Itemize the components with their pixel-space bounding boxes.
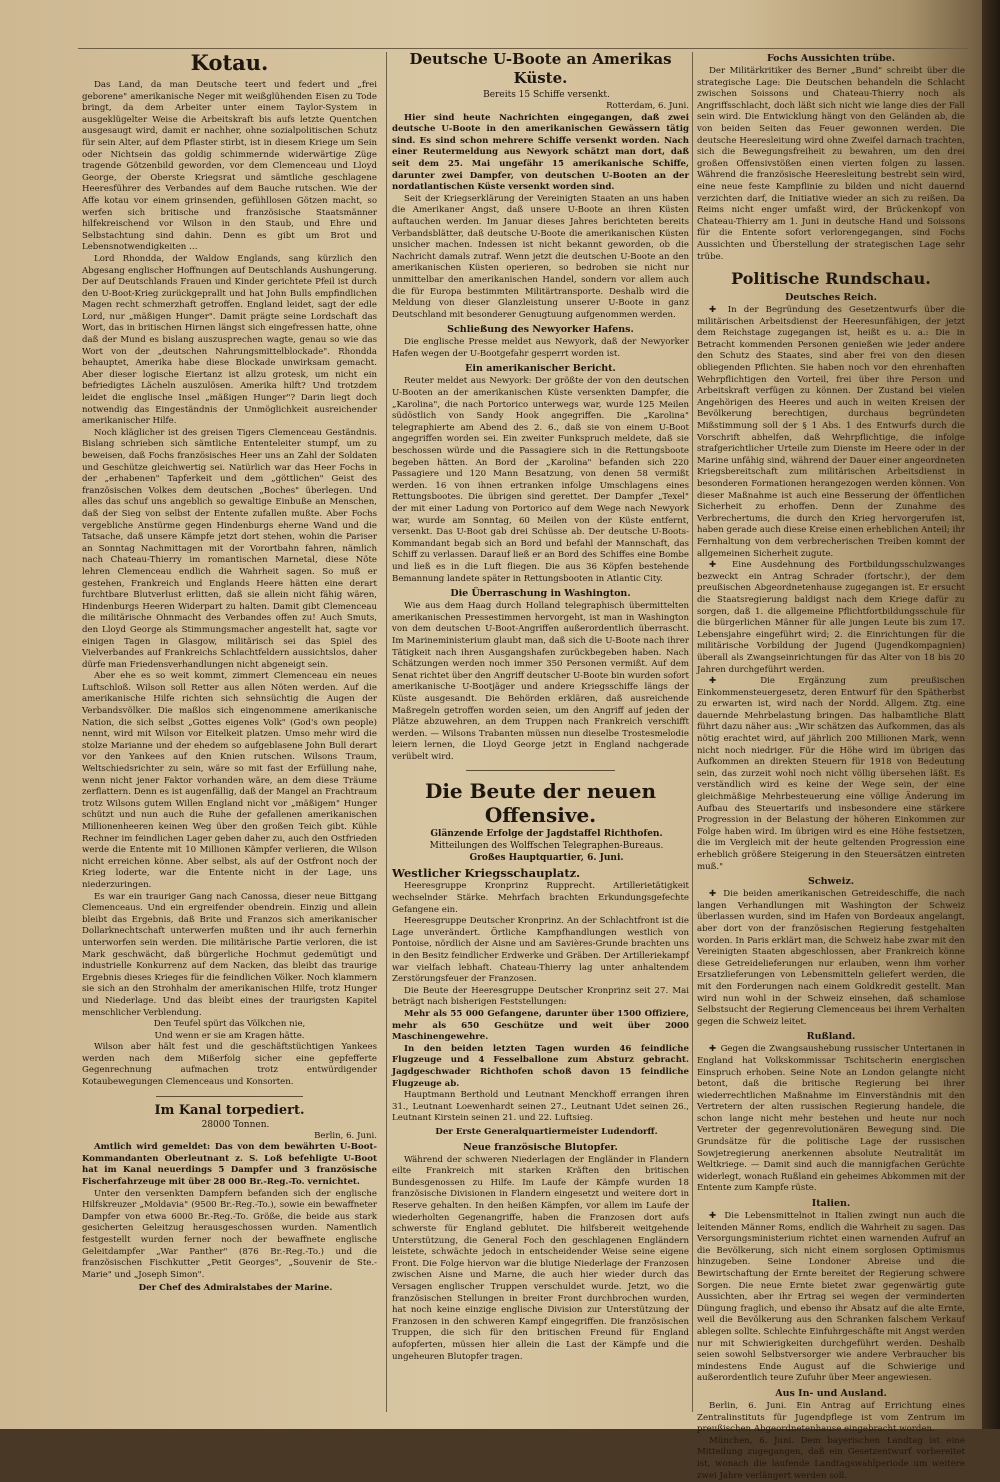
dateline: Großes Hauptquartier, 6. Juni.: [469, 853, 624, 864]
paragraph: Unter den versenkten Dampfern befanden sich der englische Hilfskreuzer „Moldavia" (9500 Br.-Reg.-To.), sowie ein bewaffneter Dampfer von etwa 6000 Br.-Reg.-To. Größe, die beide aus stark gesicherten Geleitzug herausgeschossen wurden. Namentlich festgestellt wurden ferner noch der bewaffnete englische Geleitdampfer „War Panther" (876 Br.-Reg.-To.) und die französischen Fischkutter „Petit Georges", „Souvenir de Ste.-Marie" und „Joseph Simon".: [82, 1188, 377, 1280]
section-heading: Fochs Aussichten trübe.: [766, 53, 896, 64]
paragraph: Noch kläglicher ist des greisen Tigers Clemenceau Geständnis. Bislang schrieben sich sämtliche Ententeleiter stumpf, um zu beweisen, daß Fochs französisches Heer uns an Zahl der Soldaten und Geschütze gleichwertig sei. Natürlich war das Heer Fochs in der „erhabenen" Tapferkeit und dem „göttlichen" Geist des französischen Volkes dem deutschen „Boches" überlegen. Und alles das schuf uns angeblich so gewaltige Einbuße an Menschen, daß der Sieg von selbst der Entente zufallen mußte. Aber Fochs vergebliche Anstürme gegen Hindenburgs eherne Wand und die Tatsache, daß unsere Kämpfe jetzt dort stehen, wohin die Pariser an Sonntag Nachmittagen mit der Vorortbahn fahren, nämlich nach Chateau-Thierry im romantischen Marnetal, diese Nöte lehren Clemenceau endlich die Wahrheit sagen. So muß er gestehen, Frankreich und Englands Heere hätten eine derart furchtbare Blutverlust erlitten, daß sie allein nicht fähig wären, Hindenburgs Heeren Widerpart zu halten. Damit gibt Clemenceau die militärische Ohnmacht des Verbandes offen zu! Auch Smuts, den Lloyd George als Stimmungsmacher angestellt hat, sagte vor einigen Tagen in Glasgow, militärisch sei das Spiel des Vielverbandes auf Frankreichs Schlachtfeldern aussichtslos, daher dürfe man Friedensverhandlungen nicht abgeneigt sein.: [82, 427, 377, 670]
article-subtitle: Mitteilungen des Wolffschen Telegraphen-Bureaus.: [429, 841, 664, 852]
paragraph: Während der schweren Niederlagen der Engländer in Flandern eilte Frankreich mit starken Kräften den britischen Bundesgenossen zu Hilfe. Im Laufe der Kämpfe wurden 18 französische Divisionen in Flandern eingesetzt und weitere dort in Reserve gehalten. In den heißen Kämpfen, vor allem im Laufe der wiederholten Gegenangriffe, haben die Franzosen dort aufs schwerste für England geblutet. Die hilfsbereit weitgehende Unterstützung, die General Foch den geschlagenen Engländern leistete, schwächte jedoch in entscheidender Weise seine eigene Front. Die Folge hiervon war die blutige Niederlage der Franzosen zwischen Aisne und Marne, die auch hier wieder durch das Versagen englischer Truppen verschuldet wurde. Jetzt, wo die französischen Stellungen in breiter Front durchbrochen wurden, hat noch keine einzige englische Division zur Unterstützung der Franzosen in den schweren Kampf eingegriffen. Die französischen Truppen, die sich für den britischen Freund für England aufopferten, müssen hier allein die Last der Kämpfe und die ungeheuren Blutopfer tragen.: [392, 1154, 689, 1362]
paragraph: Aber ehe es so weit kommt, zimmert Clemenceau ein neues Luftschloß. Wilson soll Retter aus allen Nöten werden. Auf die amerikanische Hilfe richten sich sehnsüchtig die Augen der Verbandsvölker. Die maßlos sich eingenommene amerikanische Nation, die sich selbst „Gottes eigenes Volk" (God's own people) nennt, wird mit Wilson vor Eitelkeit platzen. Umso mehr wird die stolze Marianne und der ehedem so aufgeblasene John Bull derart vor den Yankees auf den Knien rutschen. Wilsons Traum, Weltschiedsrichter zu sein, wäre so mit fast der Erfüllung nahe, wenn nicht jener Faktor vorhanden wäre, an dem diese Träume zerflattern. Denn es ist augenfällig, daß der Mangel an Frachtraum trotz Wilsons gutem Willen England nicht vor „mäßigem" Hunger schützt und nun auch die Ruhe der gefallenen amerikanischen Millionenheeren keinen Weg über den großen Teich gibt. Kühle Rechner im feindlichen Lager geben daher zu, auch den Ostfrieden werde die Entente mit 10 Millionen Kämpfer verlieren, die Wilson nicht erreichen könne. Aber selbst, als auf der Ostfront noch der Krieg loderte, war die Entente nicht in der Lage, uns niederzuringen.: [82, 671, 377, 890]
section-heading: Italien.: [811, 1198, 851, 1210]
article-title: Kotau.: [190, 50, 269, 75]
article-subtitle: 28000 Tonnen.: [201, 1119, 270, 1130]
paragraph: Lord Rhondda, der Waldow Englands, sang kürzlich den Abgesang englischer Hoffnungen auf Deutschlands Aushungerung. Der auf Deutschlands Frauen und Kinder gerichtete Pfeil ist durch den U-Boot-Krieg zurückgeprallt und hat John Bulls empfindlichen Magen recht schmerzhaft getroffen. England leidet, sagt der edle Lord, nur „mäßigen Hunger". Damit prägte seine Lordschaft das Wort, das in britischen Hirnen längst sich eingefressen hatte, ohne daß der Mund es bislang auszusprechen wagte, genau so wie das Wort von der „deutschen Nahrungsmittelblockade". Rhondda behauptet, Amerika habe diese Blockade unwirksam gemacht. Aber dieser logische Eiertanz ist allzu grotesk, um nicht ein befriedigtes Lächeln auszulösen. Amerika hilft? Und trotzdem leidet die englische Insel „mäßigen Hunger"? Darin liegt doch notwendig das Eingeständnis der Unmöglichkeit ausreichender amerikanischer Hilfe.: [82, 253, 377, 427]
paragraph: Amtlich wird gemeldet: Das von dem bewährten U-Boot-Kommandanten Oberleutnant z. S. Loß befehligte U-Boot hat im Kanal neuerdings 5 Dampfer und 3 französische Fischerfahrzeuge mit über 28 000 Br.-Reg.-To. vernichtet.: [82, 1142, 377, 1188]
signature: Der Chef des Admiralstabes der Marine.: [138, 1283, 333, 1294]
section-heading: Ein amerikanischer Bericht.: [465, 363, 616, 375]
paragraph: Hier sind heute Nachrichten eingegangen, daß zwei deutsche U-Boote in den amerikanischen Gewässern tätig sind. Es sind schon mehrere Schiffe versenkt worden. Nach einer Reutermeldung aus Newyork schätzt man dort, daß seit dem 25. Mai ungefähr 15 amerikanische Schiffe, darunter zwei Dampfer, von deutschen U-Booten an der nordatlantischen Küste versenkt worden sind.: [392, 112, 689, 193]
paragraph: Seit der Kriegserklärung der Vereinigten Staaten an uns haben die Amerikaner Angst, daß unsere U-Boote an ihren Küsten auftauchen werden. Im Januar dieses Jahres berichteten bereits Verbandsblätter, daß deutsche U-Boote die amerikanischen Küsten unsicher machen. Indessen ist nicht bekannt geworden, ob die Nachricht damals zutraf. Wenn jetzt die deutschen U-Boote an den amerikanischen Küsten operieren, so bedroben sie nicht nur unmittelbar den amerikanischen Handel, sondern vor allem auch die für Europa bestimmten Militärtransporte. Deshalb wird die Meldung von dieser Glanzleistung unserer U-Boote in ganz Deutschland mit besonderer Genugtuung aufgenommen werden.: [392, 193, 689, 320]
paragraph: Heeresgruppe Kronprinz Rupprecht. Artillerietätigkeit wechselnder Stärke. Mehrfach brachten Erkundungsgefechte Gefangene ein.: [392, 881, 689, 915]
poem-line: Und wenn er sie am Kragen hätte.: [154, 1030, 305, 1041]
paragraph: ✚ Eine Ausdehnung des Fortbildungsschulzwanges bezweckt ein Antrag Schrader (fortschr.), der dem preußischen Abgeordnetenhause zugegangen ist. Er ersucht die Staatsregierung baldigst nach dem Kriege dafür zu sorgen, daß 1. die allgemeine Pflichtfortbildungsschule für die bürgerlichen Männer für alle jungen Leute bis zum 17. Lebensjahre eingeführt wird; 2. die Einrichtungen für die militärische Vorbildung der Jugend (Jugendkompagnien) überall als Zwangseinrichtungen für das Alter von 18 bis 20 Jahren durchgeführt werden.: [697, 560, 965, 675]
paragraph: ✚ Die Ergänzung zum preußischen Einkommensteuergesetz, deren Entwurf für den Spätherbst zu erwarten ist, wird nach der Nordd. Allgem. Ztg. eine dauernde Mehrbelastung bringen. Das halbamtliche Blatt führt dazu näher aus: „Wir schätzen das Aufkommen, das als nötig erachtet wird, auf jährlich 200 Millionen Mark, wenn nicht noch niedriger. Für die Höhe wird im übrigen das Aufkommen an direkten Steuern für 1918 von Bedeutung sein, das zurzeit wohl noch nicht völlig übersehen läßt. Es verständlich wird es keine der Wege sein, der eine gleichmäßige Mehrbesteuerung eine völlige Änderung im Aufbau des Steuertarifs und insbesondere eine stärkere Progression in der Belastung der höheren Einkommen zur Folge haben wird. Im übrigen wird es eine Höhe festsetzen, die im Vergleich mit der heute geltenden Progression eine erheblich größere Steigerung in den Steuersätzen eintreten muß.": [697, 676, 965, 872]
paragraph: Es war ein trauriger Gang nach Canossa, dieser neue Bittgang Clemenceaus. Und ein ergreifender obendrein. Einzig und allein bleibt das Ergebnis, daß Brite und Franzos sich amerikanischer Dollarknechtschaft unterwerfen mußten und ihr auch fernerhin unterworfen sein werden. Die militärische Partie verloren, die ist Mark geschwächt, daß bürgerliche Hochmut gedemütigt und industrielle Konkurrenz auf dem Nacken, das bleibt das traurige Ergebnis dieses Krieges für die feindlichen Völker. Noch klammern sie sich an den Strohhalm der amerikanischen Hilfe, trotz Hunger und Niederlage. Und das bleibt eines der traurigsten Kapitel menschlicher Verblendung.: [82, 891, 377, 1018]
paragraph: Die englische Presse meldet aus Newyork, daß der Newyorker Hafen wegen der U-Bootgefahr gesperrt worden ist.: [392, 337, 689, 359]
column-right: [697, 50, 965, 1481]
separator: [466, 770, 615, 771]
paragraph: ✚ In der Begründung des Gesetzentwurfs über die militärischen Arbeitsdienst der Heeresunfähigen, der jetzt dem Reichstage zugegangen ist, heißt es u. a.: Die in Betracht kommenden Personen genießen wie jeder andere den Schutz des Staates, sind aber frei von den diesen obliegenden Pflichten. Sie haben noch vor den ehrenhaften Wehrpflichtigen den Vorteil, frei über ihre Person und Arbeitskraft verfügen zu können. Der Zustand bei vielen Angehörigen des Heeres und auch in weiten Kreisen der Bevölkerung berechtigen, durchaus begründeten Mißstimmung soll der § 1 Abs. 1 des Entwurfs durch die Vorschrift abhelfen, daß Wehrpflichtige, die infolge strafgerichtlicher Urteile zum Dienste im Heere oder in der Marine unfähig sind, während der Dauer einer angeordneten Kriegsbereitschaft zum militärischen Arbeitsdienst in besonderen Formationen herangezogen werden können. Von dieser Maßnahme ist auch eine Besserung der öffentlichen Sicherheit zu erhoffen. Denn der Zunahme des Verbrechertums, die durch den Krieg hervorgerufen ist, haben gerade auch diese Kreise einen erheblichen Anteil; ihr Fernhaltung von dem verbrecherischen Treiben kommt der allgemeinen Sicherheit zugute.: [697, 305, 965, 559]
section-heading: Deutsches Reich.: [785, 292, 877, 304]
section-heading: Schweiz.: [807, 876, 855, 888]
paragraph: Mehr als 55 000 Gefangene, darunter über 1500 Offiziere, mehr als 650 Geschütze und weit über 2000 Maschinengewehre.: [392, 1009, 689, 1043]
paragraph: Reuter meldet aus Newyork: Der größte der von den deutschen U-Booten an der amerikanischen Küste versenkten Dampfer, die „Karolina", die nach Portorico unterwegs war, wurde 125 Meilen südöstlich von Sandy Hook angegriffen. Die „Karolina" telegraphierte am Abend des 2. 6., daß sie von einem U-Boot angegriffen worden sei. Ein zweiter Funkspruch meldete, daß sie beschossen würde und die Passagiere sich in die Rettungsboote begeben hätten. An Bord der „Karolina" befanden sich 220 Passagiere und 120 Mann Besatzung, von denen 58 vermißt werden. 16 von ihnen ertranken infolge Umschlagens eines Rettungsbootes. Die übrigen sind gerettet. Der Dampfer „Texel" der mit einer Ladung von Portorico auf dem Wege nach Newyork war, wurde am Sonntag, 60 Meilen von der Küste entfernt, versenkt. Das U-Boot gab drei Schüsse ab. Der deutsche U-Boots-Kommandant begab sich an Bord und befahl der Mannschaft, das Schiff zu verlassen. Darauf ließ er an Bord des Schiffes eine Bombe und ließ es in die Luft fliegen. Die aus 36 Köpfen bestehende Bemannung landete später in Rettungsbooten in Atlantic City.: [392, 376, 689, 584]
section-heading: Aus In- und Ausland.: [775, 1387, 887, 1399]
paragraph: ✚ Die Lebensmittelnot in Italien zwingt nun auch die leitenden Männer Roms, endlich die Wahrheit zu sagen. Das Versorgungsministerium richtet einen warnenden Aufruf an die Bevölkerung, sich nicht einem sorglosen Optimismus hinzugeben. Seine Londoner Abreise und die Bewirtschaftung der Ernte bereitet der Regierung schwere Sorgen. Die neue Ernte bietet zwar gegenwärtig gute Aussichten, aber ihr Ertrag sei wegen der verminderten Düngung fraglich, und ebenso ihr Absatz auf die alte Ernte, weil die Bevölkerung aus den Schranken falschem Verkauf ablegen sollte. Schlechte Einfuhrgeschäfte mit Angst werden nur mit Schwierigkeiten durchgeführt werden. Deshalb seien sowohl Selbstversorger wie andere Verbraucher bis mindestens Ende August auf die Schwierige und außerordentlich teure Zufuhr über Meer angewiesen.: [697, 1211, 965, 1384]
paragraph: Der Militärkritiker des Berner „Bund" schreibt über die strategische Lage: Die Deutschen behandeln die Schlacht zwischen Soissons und Chateau-Thierry noch als Angriffsschlacht, doch läßt sich nicht wie lange dies der Fall sein wird. Die Entwicklung hängt von den Geländen ab, die von beiden Seiten das Feuer gewonnen werden. Die deutsche Heeresleitung wird ohne Zweifel darnach trachten, sich die Bewegungsfreiheit zu bewahren, um den drei großen Offensivstößen einen vierten folgen zu lassen. Während die französische Heeresleitung bestrebt sein wird, eine neue feste Kampflinie zu bilden und nicht dauernd verzichten darf, die Initiative wieder an sich zu reißen. Da Reims nicht enger umfaßt wird, der Brückenkopf von Chateau-Thierry am 1. Juni in deutsche Hand und Soissons für die Entente sofort verlorengegangen, sind Fochs Aussichten und Überstellung der strategischen Lage sehr trübe.: [697, 66, 965, 262]
top-rule: [78, 48, 968, 49]
book-binding: [982, 0, 1000, 1429]
article-title: Im Kanal torpediert.: [154, 1102, 305, 1118]
paragraph: ✚ Gegen die Zwangsaushebung russischer Untertanen in England hat Volkskommissar Tschitscherin energischen Einspruch erhoben. Seine Note an London gelangte nicht betont, daß die britische Regierung bei ihrer wiederrechtlichen Maßnahme im Einverständnis mit den Vertretern der alten russischen Regierung handele, die schon lange nicht mehr bestehen und heute nur noch Vertreter der gegenrevolutionären Bewegung sind. Die Grundsätze für die politische Lage der russischen Sowjetregierung anerkennen absolute Neutralität im Weltkriege. — Damit sind auch die mannigfachen Gerüchte widerlegt, wonach Rußland ein geheimes Abkommen mit der Entente zum Kampfe rüste.: [697, 1044, 965, 1194]
column-middle: [392, 50, 689, 1420]
section-heading: Rußland.: [806, 1031, 856, 1043]
paragraph: Das Land, da man Deutsche teert und federt und „frei geborene" amerikanische Neger mit weißglühenden Eisen zu Tode bringt, da dem Arbeiter unter einem Taylor-System in ausgeklügelter Weise die Arbeitskraft bis aufs letzte Quentchen ausgesaugt wird, damit er nachher, ohne sozialpolitischen Schutz für sein Alter, auf dem Pflaster stirbt, ist in diesem Kriege um Sein oder Nichtsein das goldig schimmernde widerwärtige Züge tragende Götzenbild geworden, vor dem Clemenceau und Lloyd George, der Oberste Kriegsrat und sämtliche geschlagene Heeresführer des Verbandes auf dem Bauche rutschen. Wie der Affe kotau vor einem grinsenden, gefühllosen Götzen macht, so werfen sich britische und französische Staatsmänner hilfekreischend vor Wilson in den Staub, und Ehre und Selbstachtung sind dahin. Denn es gibt um Brot und Lebensnotwendigkeiten …: [82, 80, 377, 253]
paragraph: Berlin, 6. Juni. Ein Antrag auf Errichtung eines Zentralinstituts für Jugendpflege ist vom Zentrum im preußischen Abgeordnetenhause eingebracht worden.: [697, 1400, 965, 1435]
article-subtitle: Bereits 15 Schiffe versenkt.: [483, 90, 610, 100]
poem-line: Den Teufel spürt das Völkchen nie,: [153, 1019, 306, 1030]
paragraph: München, 6. Juni. Dem bayerischen Landtag ist eine Mitteilung zugegangen, daß ein Gesetzentwurf vorbereitet ist, wonach die laufende Landtagswahlperiode um weitere zwei Jahre verlängert werden soll.: [697, 1435, 965, 1481]
column-rule: [386, 52, 387, 1412]
section-heading: Schließung des Newyorker Hafens.: [447, 324, 634, 336]
column-left: [82, 50, 377, 1420]
dateline: Berlin, 6. Juni.: [314, 1130, 377, 1141]
article-title: Deutsche U-Boote an Amerikas Küste.: [409, 50, 672, 87]
paragraph: ✚ Die beiden amerikanischen Getreideschiffe, die nach langen Verhandlungen mit Washington der Schweiz überlassen wurden, sind im Hafen von Bordeaux angelangt, aber dort von der französischen Regierung festgehalten worden. In Paris erklärt man, die Schweiz habe zwar mit den Vereinigten Staaten abgeschlossen, aber Frankreich könne diese Getreidelieferungen nur erlauben, wenn ihm vorher Ersatzlieferungen von Lebensmitteln geliefert werden, die mit den Forderungen nach einem Goldkredit gestellt. Man wird nun wohl in der Schweiz einsehen, daß schamlose Selbstsucht der Regierung Clemenceaus bei ihrem Verhalten gegen die Schweiz leitet.: [697, 889, 965, 1027]
column-rule: [692, 52, 693, 1412]
section-heading: Westlicher Kriegsschauplatz.: [392, 866, 581, 881]
section-heading: Neue französische Blutopfer.: [463, 1141, 618, 1153]
paragraph: Wilson aber hält fest und die geschäftstüchtigen Yankees werden nach dem Mißerfolg sicher eine gepfefferte Gegenrechnung aufmachen trotz entwürdigender Kotaubewegungen Clemenceaus und Konsorten.: [82, 1042, 377, 1088]
section-heading: Die Überraschung in Washington.: [450, 588, 631, 600]
separator: [156, 1096, 304, 1097]
article-title: Die Beute der neuen Offensive.: [424, 779, 656, 828]
paragraph: Die Beute der Heeresgruppe Deutscher Kronprinz seit 27. Mai beträgt nach bisherigen Feststellungen:: [392, 985, 689, 1008]
signature: Der Erste Generalquartiermeister Ludendorff.: [435, 1126, 658, 1137]
paragraph: Heeresgruppe Deutscher Kronprinz. An der Schlachtfront ist die Lage unverändert. Örtliche Kampfhandlungen westlich von Pontoise, nördlich der Aisne und am Savières-Grunde brachten uns in den Besitz feindlicher Erdwerke und Gräben. Der Artilleriekampf war vielfach lebhaft. Chateau-Thierry lag unter anhaltendem Zerstörungsfeuer der Franzosen.: [392, 916, 689, 985]
paragraph: Wie aus dem Haag durch Holland telegraphisch übermittelten amerikanischen Pressestimmen hervorgeht, ist man in Washington von dem deutschen U-Boot-Angriffen außerordentlich überrascht. Im Marineministerium glaubt man, daß sich die U-Boote nach ihrer Tätigkeit nach ihren Ausgangshafen zurückbegeben haben. Nach Schätzungen werden noch immer 350 Personen vermißt. Auf dem Senat richtet über den Angriff deutscher U-Boote bin wurden sofort amerikanische U-Bootjäger und andere Kriegsschiffe längs der Küste ausgesandt. Die Behörden erklären, daß ausreichende Maßregeln getroffen worden seien, um den Angriff auf jeden der Plätze abzuwehren, an dem Truppen nach Frankreich verschifft werden. — Wilsons Trabanten müssen nun dieselbe Trostesmelodie leiern lernen, die Lloyd George jetzt in England nachgerade verübelt wird.: [392, 601, 689, 762]
article-subtitle: Glänzende Erfolge der Jagdstaffel Richthofen.: [430, 829, 663, 840]
section-title: Politische Rundschau.: [731, 269, 931, 289]
paragraph: Hauptmann Berthold und Leutnant Menckhoff errangen ihren 31., Leutnant Loewenhardt seinen 27., Leutnant Udet seinen 26., Leutnant Kirstein seinen 21. und 22. Luftsieg.: [392, 1090, 689, 1124]
dateline: Rotterdam, 6. Juni.: [606, 101, 689, 111]
paragraph: In den beiden letzten Tagen wurden 46 feindliche Flugzeuge und 4 Fesselballone zum Absturz gebracht. Jagdgeschwader Richthofen schoß davon 15 feindliche Flugzeuge ab.: [392, 1043, 689, 1089]
